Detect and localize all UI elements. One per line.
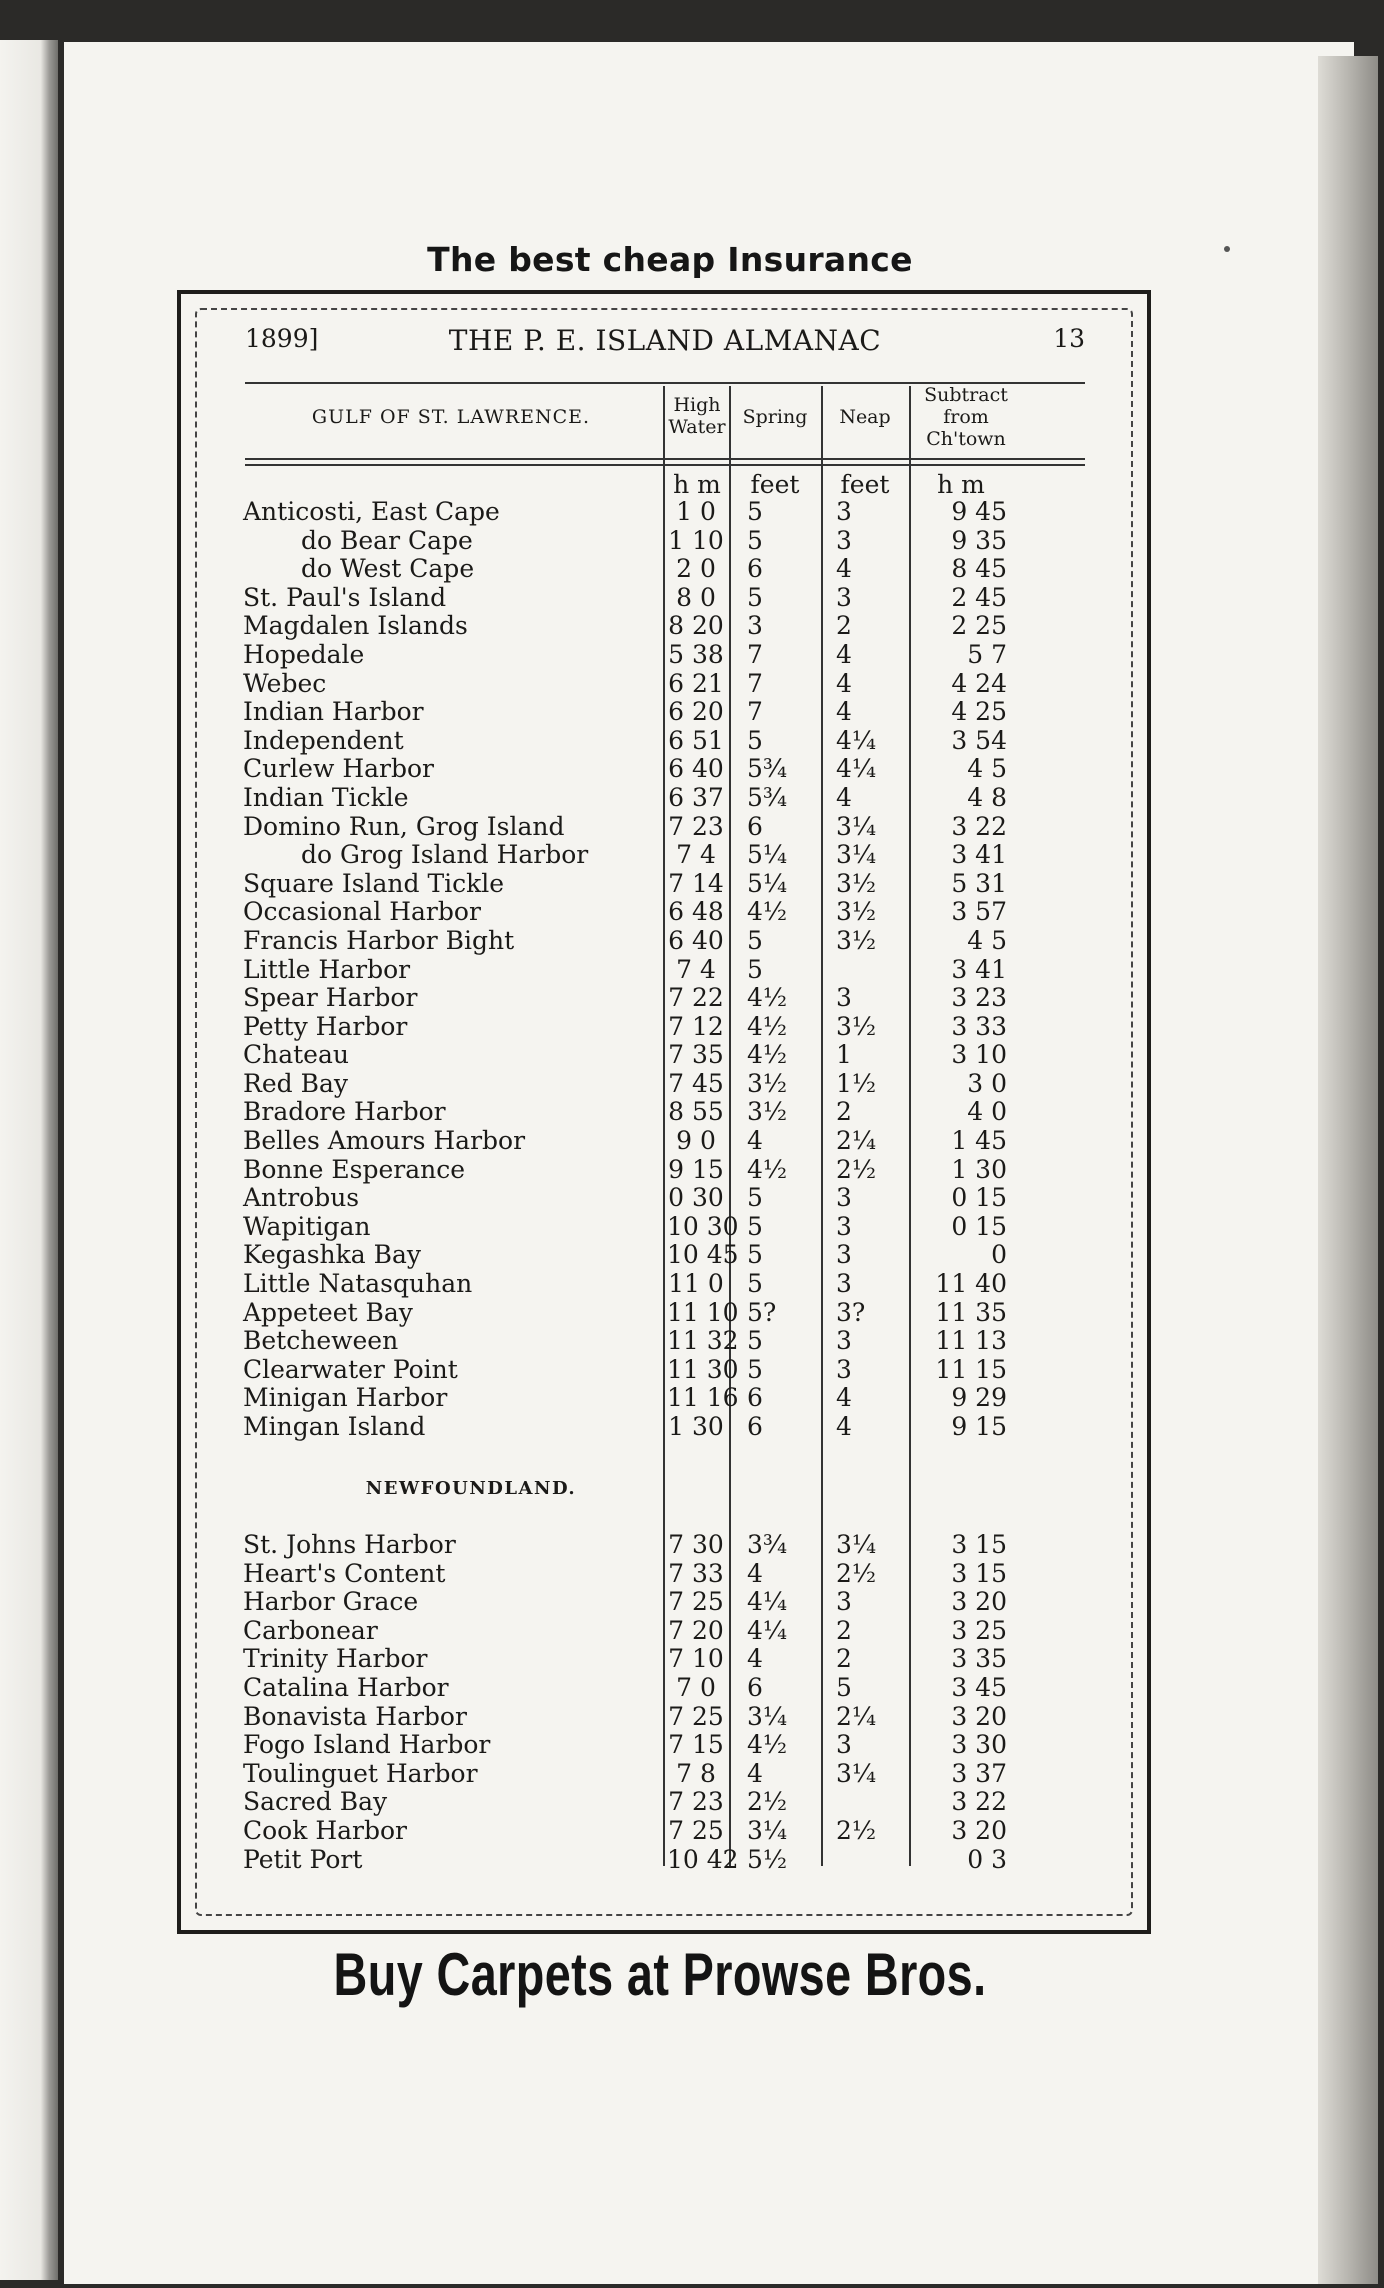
subtract-from-chtown: 11 15 (935, 1354, 1007, 1384)
high-water-time: 6 37 (668, 782, 724, 812)
high-water-time: 5 38 (668, 639, 724, 669)
place-name: Clearwater Point (243, 1354, 458, 1384)
table-row (181, 1327, 1155, 1356)
high-water-time: 7 35 (668, 1040, 724, 1070)
table-frame (177, 290, 1151, 1934)
section-title-newfoundland: NEWFOUNDLAND. (365, 1478, 577, 1499)
neap-tide-feet: 1½ (836, 1068, 877, 1098)
neap-tide-feet: 2 (836, 611, 852, 641)
neap-tide-feet: 3 (836, 1211, 852, 1241)
place-name: Heart's Content (243, 1558, 446, 1588)
subtract-from-chtown: 4 8 (967, 782, 1007, 812)
unit-hw: h m (673, 470, 721, 499)
table-row (181, 698, 1155, 727)
subtract-from-chtown: 3 45 (951, 1672, 1007, 1702)
spring-tide-feet: 5 (747, 954, 763, 984)
high-water-time: 9 0 (676, 1126, 716, 1156)
neap-tide-feet: 3 (836, 1354, 852, 1384)
place-name: Petit Port (243, 1844, 363, 1874)
high-water-time: 11 10 (667, 1297, 739, 1327)
place-name: Indian Harbor (243, 697, 424, 727)
column-header-high-water (667, 394, 727, 438)
place-name: Mingan Island (243, 1412, 426, 1441)
subtract-from-chtown: 1 45 (951, 1126, 1007, 1156)
spring-tide-feet: 5 (747, 497, 763, 526)
column-header-place: GULF OF ST. LAWRENCE. (311, 406, 591, 428)
neap-tide-feet: 3 (836, 525, 852, 555)
neap-tide-feet: 3¼ (836, 1758, 877, 1788)
high-water-time: 8 0 (676, 582, 716, 612)
table-row (181, 956, 1155, 985)
subtract-from-chtown: 3 35 (951, 1644, 1007, 1674)
subtract-from-chtown: 3 25 (951, 1615, 1007, 1645)
spring-tide-feet: 7 (747, 697, 763, 727)
table-row (181, 1241, 1155, 1270)
subtract-from-chtown: 3 22 (951, 1787, 1007, 1817)
spring-tide-feet: 6 (747, 1383, 763, 1413)
place-name: Red Bay (243, 1068, 348, 1098)
table-row (181, 1384, 1155, 1413)
subtract-from-chtown: 8 45 (951, 554, 1007, 584)
spring-tide-feet: 5½ (747, 1844, 788, 1874)
spring-tide-feet: 4½ (747, 983, 788, 1013)
table-row (181, 784, 1155, 813)
high-water-time: 7 8 (676, 1758, 716, 1788)
table-row (181, 1013, 1155, 1042)
subtract-from-chtown: 3 22 (951, 811, 1007, 841)
place-name: Catalina Harbor (243, 1672, 449, 1702)
place-name: Webec (243, 668, 327, 698)
place-name: Chateau (243, 1040, 349, 1070)
place-name: Magdalen Islands (243, 611, 468, 641)
spring-tide-feet: 4¼ (747, 1587, 788, 1617)
place-name: Independent (243, 725, 404, 755)
table-row (181, 498, 1155, 527)
subtract-from-chtown: 3 30 (951, 1730, 1007, 1760)
spring-tide-feet: 4¼ (747, 1615, 788, 1645)
high-water-time: 8 20 (668, 611, 724, 641)
spring-tide-feet: 5? (747, 1297, 777, 1327)
spring-tide-feet: 4 (747, 1644, 763, 1674)
spring-tide-feet: 5¾ (747, 782, 788, 812)
high-water-time: 7 10 (668, 1644, 724, 1674)
place-name: Petty Harbor (243, 1011, 408, 1041)
high-water-time: 7 15 (668, 1730, 724, 1760)
table-row (181, 641, 1155, 670)
high-water-time: 7 23 (668, 811, 724, 841)
table-row (181, 1817, 1155, 1846)
neap-tide-feet: 2 (836, 1644, 852, 1674)
high-water-time: 6 40 (668, 925, 724, 955)
spring-tide-feet: 4½ (747, 897, 788, 927)
neap-tide-feet: 4¼ (836, 725, 877, 755)
subtract-from-chtown: 3 15 (951, 1558, 1007, 1588)
adjacent-page-edge (0, 40, 58, 2280)
high-water-time: 1 0 (676, 497, 716, 526)
subtract-from-chtown: 4 5 (967, 754, 1007, 784)
table-row (181, 1617, 1155, 1646)
subtract-from-chtown: 3 23 (951, 983, 1007, 1013)
place-name: Minigan Harbor (243, 1383, 448, 1413)
high-water-time: 7 4 (676, 954, 716, 984)
place-name: Square Island Tickle (243, 868, 505, 898)
spring-tide-feet: 5 (747, 525, 763, 555)
subtract-from-chtown: 3 54 (951, 725, 1007, 755)
place-name: Indian Tickle (243, 782, 409, 812)
neap-tide-feet: 3 (836, 1240, 852, 1270)
spring-tide-feet: 4½ (747, 1154, 788, 1184)
subtract-from-chtown: 3 0 (967, 1068, 1007, 1098)
subtract-from-chtown: 3 57 (951, 897, 1007, 927)
spring-tide-feet: 5¼ (747, 840, 788, 870)
subtract-from-chtown: 4 5 (967, 925, 1007, 955)
table-row (181, 1531, 1155, 1560)
neap-tide-feet: 2¼ (836, 1126, 877, 1156)
unit-subtract: h m (937, 470, 985, 499)
neap-tide-feet: 4 (836, 1412, 852, 1441)
spring-tide-feet: 4 (747, 1758, 763, 1788)
neap-tide-feet: 3 (836, 1730, 852, 1760)
table-row (181, 1560, 1155, 1589)
high-water-time: 11 32 (667, 1326, 739, 1356)
table-row (181, 1760, 1155, 1789)
high-water-time: 6 48 (668, 897, 724, 927)
high-water-time: 7 25 (668, 1815, 724, 1845)
neap-tide-feet: 2 (836, 1615, 852, 1645)
table-row (181, 870, 1155, 899)
table-row (181, 1413, 1155, 1442)
column-header-subtract (911, 384, 1021, 450)
high-water-time: 7 20 (668, 1615, 724, 1645)
table-row (181, 841, 1155, 870)
subtract-from-chtown: 5 31 (951, 868, 1007, 898)
spring-tide-feet: 6 (747, 1412, 763, 1441)
place-name: Francis Harbor Bight (243, 925, 515, 955)
high-water-time: 7 22 (668, 983, 724, 1013)
neap-tide-feet: 2½ (836, 1558, 877, 1588)
neap-tide-feet: 3 (836, 582, 852, 612)
subtract-from-chtown: 3 10 (951, 1040, 1007, 1070)
high-water-time: 8 55 (668, 1097, 724, 1127)
header-line: Water (668, 416, 726, 438)
subtract-from-chtown: 5 7 (967, 639, 1007, 669)
header-bottom-rule-2 (245, 464, 1085, 466)
place-name: Occasional Harbor (243, 897, 481, 927)
place-name: Little Natasquhan (243, 1269, 473, 1299)
table-row (181, 1645, 1155, 1674)
spring-tide-feet: 4½ (747, 1040, 788, 1070)
unit-spring: feet (750, 470, 800, 499)
high-water-time: 7 30 (668, 1530, 724, 1559)
neap-tide-feet: 1 (836, 1040, 852, 1070)
neap-tide-feet: 2¼ (836, 1701, 877, 1731)
high-water-time: 6 51 (668, 725, 724, 755)
neap-tide-feet: 3¼ (836, 840, 877, 870)
subtract-from-chtown: 9 45 (951, 497, 1007, 526)
neap-tide-feet: 4 (836, 668, 852, 698)
table-row (181, 1703, 1155, 1732)
spring-tide-feet: 3¾ (747, 1530, 788, 1559)
neap-tide-feet: 3 (836, 983, 852, 1013)
high-water-time: 6 21 (668, 668, 724, 698)
neap-tide-feet: 4 (836, 639, 852, 669)
neap-tide-feet: 4¼ (836, 754, 877, 784)
subtract-from-chtown: 3 15 (951, 1530, 1007, 1559)
table-row (181, 555, 1155, 584)
neap-tide-feet: 3 (836, 1269, 852, 1299)
spring-tide-feet: 3½ (747, 1097, 788, 1127)
neap-tide-feet: 3 (836, 1587, 852, 1617)
high-water-time: 1 10 (668, 525, 724, 555)
table-row (181, 1184, 1155, 1213)
newfoundland-table-body (181, 1531, 1155, 1874)
gulf-table-body (181, 498, 1155, 1442)
subtract-from-chtown: 11 13 (935, 1326, 1007, 1356)
high-water-time: 11 16 (667, 1383, 739, 1413)
table-row (181, 1070, 1155, 1099)
spring-tide-feet: 2½ (747, 1787, 788, 1817)
table-row (181, 1788, 1155, 1817)
high-water-time: 2 0 (676, 554, 716, 584)
neap-tide-feet: 3? (836, 1297, 866, 1327)
place-name: Toulinguet Harbor (243, 1758, 478, 1788)
high-water-time: 11 30 (667, 1354, 739, 1384)
place-name: Fogo Island Harbor (243, 1730, 491, 1760)
place-name: Hopedale (243, 639, 365, 669)
subtract-from-chtown: 3 37 (951, 1758, 1007, 1788)
header-line: Subtract (924, 384, 1008, 406)
subtract-from-chtown: 0 3 (967, 1844, 1007, 1874)
page-number: 13 (1053, 324, 1085, 353)
subtract-from-chtown: 9 15 (951, 1412, 1007, 1441)
subtract-from-chtown: 0 15 (951, 1211, 1007, 1241)
neap-tide-feet: 3 (836, 1183, 852, 1213)
table-row (181, 527, 1155, 556)
subtract-from-chtown: 11 35 (935, 1297, 1007, 1327)
subtract-from-chtown: 2 25 (951, 611, 1007, 641)
subtract-from-chtown: 3 20 (951, 1701, 1007, 1731)
place-name: Betcheween (243, 1326, 399, 1356)
spring-tide-feet: 3¼ (747, 1701, 788, 1731)
place-name: do Grog Island Harbor (301, 840, 589, 870)
place-name: Belles Amours Harbor (243, 1126, 526, 1156)
running-head (245, 324, 1085, 364)
high-water-time: 11 0 (668, 1269, 724, 1299)
spring-tide-feet: 7 (747, 668, 763, 698)
spring-tide-feet: 5 (747, 1354, 763, 1384)
spring-tide-feet: 6 (747, 1672, 763, 1702)
subtract-from-chtown: 0 (991, 1240, 1007, 1270)
table-row (181, 1846, 1155, 1875)
neap-tide-feet: 3 (836, 1326, 852, 1356)
table-row (181, 584, 1155, 613)
neap-tide-feet: 5 (836, 1672, 852, 1702)
neap-tide-feet: 2½ (836, 1815, 877, 1845)
subtract-from-chtown: 4 25 (951, 697, 1007, 727)
subtract-from-chtown: 9 29 (951, 1383, 1007, 1413)
place-name: Anticosti, East Cape (243, 497, 500, 526)
spring-tide-feet: 5 (747, 925, 763, 955)
neap-tide-feet: 4 (836, 782, 852, 812)
header-line: High (673, 394, 721, 416)
column-header-neap: Neap (839, 406, 891, 428)
table-row (181, 898, 1155, 927)
neap-tide-feet: 2 (836, 1097, 852, 1127)
place-name: Spear Harbor (243, 983, 418, 1013)
table-row (181, 1127, 1155, 1156)
unit-neap: feet (840, 470, 890, 499)
place-name: Wapitigan (243, 1211, 371, 1241)
neap-tide-feet: 3½ (836, 868, 877, 898)
place-name: Trinity Harbor (243, 1644, 428, 1674)
subtract-from-chtown: 0 15 (951, 1183, 1007, 1213)
high-water-time: 7 25 (668, 1587, 724, 1617)
neap-tide-feet: 3¼ (836, 811, 877, 841)
table-row (181, 927, 1155, 956)
top-advertisement: The best cheap Insurance (427, 240, 913, 279)
place-name: Antrobus (243, 1183, 360, 1213)
place-name: Appeteet Bay (243, 1297, 413, 1327)
place-name: Curlew Harbor (243, 754, 434, 784)
spring-tide-feet: 6 (747, 554, 763, 584)
place-name: St. Paul's Island (243, 582, 447, 612)
place-name: Harbor Grace (243, 1587, 419, 1617)
header-bottom-rule (245, 458, 1085, 460)
place-name: Domino Run, Grog Island (243, 811, 565, 841)
print-speck (1224, 246, 1230, 252)
place-name: Cook Harbor (243, 1815, 407, 1845)
subtract-from-chtown: 3 41 (951, 840, 1007, 870)
subtract-from-chtown: 4 24 (951, 668, 1007, 698)
high-water-time: 6 40 (668, 754, 724, 784)
high-water-time: 7 25 (668, 1701, 724, 1731)
neap-tide-feet: 2½ (836, 1154, 877, 1184)
high-water-time: 7 45 (668, 1068, 724, 1098)
high-water-time: 7 33 (668, 1558, 724, 1588)
spring-tide-feet: 5 (747, 1269, 763, 1299)
subtract-from-chtown: 3 33 (951, 1011, 1007, 1041)
spring-tide-feet: 5 (747, 582, 763, 612)
neap-tide-feet: 3 (836, 497, 852, 526)
spring-tide-feet: 3 (747, 611, 763, 641)
spring-tide-feet: 5 (747, 725, 763, 755)
spring-tide-feet: 5 (747, 1326, 763, 1356)
place-name: do Bear Cape (301, 525, 473, 555)
table-row (181, 1156, 1155, 1185)
subtract-from-chtown: 2 45 (951, 582, 1007, 612)
high-water-time: 1 30 (668, 1412, 724, 1441)
spring-tide-feet: 4½ (747, 1730, 788, 1760)
table-row (181, 1588, 1155, 1617)
high-water-time: 7 12 (668, 1011, 724, 1041)
neap-tide-feet: 3½ (836, 925, 877, 955)
place-name: Bonne Esperance (243, 1154, 465, 1184)
place-name: Sacred Bay (243, 1787, 388, 1817)
spring-tide-feet: 4 (747, 1558, 763, 1588)
spring-tide-feet: 4 (747, 1126, 763, 1156)
table-row (181, 1041, 1155, 1070)
place-name: Bradore Harbor (243, 1097, 446, 1127)
high-water-time: 7 23 (668, 1787, 724, 1817)
spring-tide-feet: 5 (747, 1183, 763, 1213)
spring-tide-feet: 5 (747, 1240, 763, 1270)
high-water-time: 9 15 (668, 1154, 724, 1184)
high-water-time: 10 30 (667, 1211, 739, 1241)
subtract-from-chtown: 11 40 (935, 1269, 1007, 1299)
table-row (181, 1674, 1155, 1703)
high-water-time: 6 20 (668, 697, 724, 727)
subtract-from-chtown: 3 20 (951, 1815, 1007, 1845)
high-water-time: 0 30 (668, 1183, 724, 1213)
header-line: from (943, 406, 989, 428)
high-water-time: 7 0 (676, 1672, 716, 1702)
spring-tide-feet: 5 (747, 1211, 763, 1241)
place-name: Carbonear (243, 1615, 378, 1645)
spring-tide-feet: 3¼ (747, 1815, 788, 1845)
bottom-advertisement: Buy Carpets at Prowse Bros. (333, 1941, 987, 2008)
neap-tide-feet: 4 (836, 697, 852, 727)
subtract-from-chtown: 4 0 (967, 1097, 1007, 1127)
place-name: do West Cape (301, 554, 475, 584)
table-row (181, 1356, 1155, 1385)
table-row (181, 1299, 1155, 1328)
subtract-from-chtown: 1 30 (951, 1154, 1007, 1184)
neap-tide-feet: 4 (836, 554, 852, 584)
neap-tide-feet: 3½ (836, 897, 877, 927)
table-row (181, 984, 1155, 1013)
page-edge-shadow (1318, 56, 1378, 2284)
high-water-time: 10 45 (667, 1240, 739, 1270)
place-name: Kegashka Bay (243, 1240, 422, 1270)
table-row (181, 755, 1155, 784)
subtract-from-chtown: 3 41 (951, 954, 1007, 984)
column-header-spring: Spring (742, 406, 808, 428)
neap-tide-feet: 3¼ (836, 1530, 877, 1559)
high-water-time: 10 42 (667, 1844, 739, 1874)
spring-tide-feet: 4½ (747, 1011, 788, 1041)
table-row (181, 612, 1155, 641)
place-name: Bonavista Harbor (243, 1701, 467, 1731)
table-row (181, 1213, 1155, 1242)
table-row (181, 1270, 1155, 1299)
table-row (181, 1731, 1155, 1760)
spring-tide-feet: 5¾ (747, 754, 788, 784)
table-row (181, 813, 1155, 842)
spring-tide-feet: 3½ (747, 1068, 788, 1098)
neap-tide-feet: 4 (836, 1383, 852, 1413)
table-row (181, 1098, 1155, 1127)
spring-tide-feet: 6 (747, 811, 763, 841)
spring-tide-feet: 7 (747, 639, 763, 669)
high-water-time: 7 4 (676, 840, 716, 870)
subtract-from-chtown: 3 20 (951, 1587, 1007, 1617)
subtract-from-chtown: 9 35 (951, 525, 1007, 555)
year: 1899] (245, 324, 319, 353)
place-name: St. Johns Harbor (243, 1530, 456, 1559)
spring-tide-feet: 5¼ (747, 868, 788, 898)
place-name: Little Harbor (243, 954, 411, 984)
neap-tide-feet: 3½ (836, 1011, 877, 1041)
table-row (181, 727, 1155, 756)
almanac-title: THE P. E. ISLAND ALMANAC (448, 324, 882, 357)
table-row (181, 670, 1155, 699)
header-line: Ch'town (926, 428, 1006, 450)
high-water-time: 7 14 (668, 868, 724, 898)
